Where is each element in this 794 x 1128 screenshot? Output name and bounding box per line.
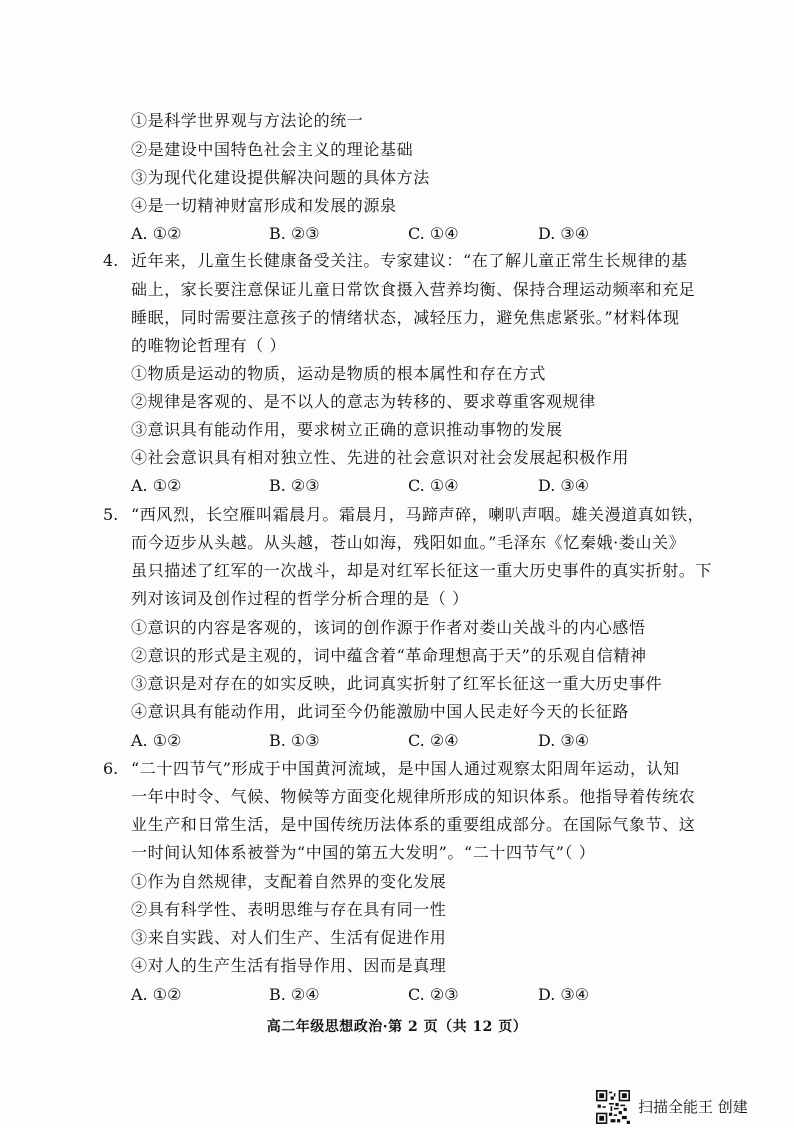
option-d: D. ③④ (538, 476, 590, 495)
q5-stem-line-3: 虽只描述了红军的一次战斗，却是对红军长征这一重大历史事件的真实折射。下 (131, 561, 713, 580)
page-footer: 高二年级思想政治·第 2 页（共 12 页） (266, 1019, 528, 1035)
q3-item-1: ①是科学世界观与方法论的统一 (131, 111, 364, 130)
q4-item-2: ②规律是客观的、是不以人的意志为转移的、要求尊重客观规律 (131, 392, 596, 411)
q5-stem-line-4: 列对该词及创作过程的哲学分析合理的是（ ） (131, 589, 469, 608)
option-c: C. ①④ (408, 476, 459, 495)
q3-item-4: ④是一切精神财富形成和发展的源泉 (131, 196, 397, 215)
option-c: C. ②④ (408, 731, 459, 750)
question-number: 5. (103, 505, 119, 524)
q3-item-2: ②是建设中国特色社会主义的理论基础 (131, 140, 414, 159)
qr-code-icon (596, 1090, 630, 1124)
q5-item-2: ②意识的形式是主观的，词中蕴含着“革命理想高于天”的乐观自信精神 (131, 646, 647, 665)
q5-item-4: ④意识具有能动作用，此词至今仍能激励中国人民走好今天的长征路 (131, 702, 630, 721)
option-b: B. ②④ (269, 985, 320, 1004)
option-c: C. ②③ (408, 985, 459, 1004)
q6-item-2: ②具有科学性、表明思维与存在具有同一性 (131, 900, 447, 919)
q4-item-3: ③意识具有能动作用，要求树立正确的意识推动事物的发展 (131, 420, 563, 439)
option-a: A. ①② (131, 476, 182, 495)
q4-stem-line-1: 近年来，儿童生长健康备受关注。专家建议：“在了解儿童正常生长规律的基 (131, 251, 688, 270)
option-b: B. ②③ (269, 224, 320, 243)
option-a: A. ①② (131, 224, 182, 243)
q3-item-3: ③为现代化建设提供解决问题的具体方法 (131, 168, 430, 187)
option-d: D. ③④ (538, 731, 590, 750)
q6-item-1: ①作为自然规律，支配着自然界的变化发展 (131, 872, 447, 891)
q5-stem-line-1: “西风烈，长空雁叫霜晨月。霜晨月，马蹄声碎，喇叭声咽。雄关漫道真如铁， (131, 505, 705, 524)
q4-stem-line-2: 础上，家长要注意保证儿童日常饮食摄入营养均衡、保持合理运动频率和充足 (131, 280, 696, 299)
scanner-label: 扫描全能王 创建 (638, 1098, 748, 1116)
option-d: D. ③④ (538, 224, 590, 243)
q4-item-1: ①物质是运动的物质，运动是物质的根本属性和存在方式 (131, 364, 547, 383)
option-b: B. ①③ (269, 731, 320, 750)
q6-stem-line-2: 一年中时令、气候、物候等方面变化规律所形成的知识体系。他指导着传统农 (131, 787, 696, 806)
option-c: C. ①④ (408, 224, 459, 243)
question-number: 4. (103, 251, 119, 270)
option-a: A. ①② (131, 731, 182, 750)
q6-stem-line-1: “二十四节气”形成于中国黄河流域，是中国人通过观察太阳周年运动，认知 (131, 759, 680, 778)
option-d: D. ③④ (538, 985, 590, 1004)
question-number: 6. (103, 759, 119, 778)
q6-item-4: ④对人的生产生活有指导作用、因而是真理 (131, 956, 447, 975)
q5-item-1: ①意识的内容是客观的，该词的创作源于作者对娄山关战斗的内心感悟 (131, 618, 646, 637)
q4-item-4: ④社会意识具有相对独立性、先进的社会意识对社会发展起积极作用 (131, 448, 630, 467)
q6-stem-line-4: 一时间认知体系被誉为“中国的第五大发明”。“二十四节气”（ ） (131, 843, 596, 862)
q6-item-3: ③来自实践、对人们生产、生活有促进作用 (131, 928, 447, 947)
option-b: B. ②③ (269, 476, 320, 495)
q4-stem-line-4: 的唯物论哲理有（ ） (131, 336, 287, 355)
q5-item-3: ③意识是对存在的如实反映，此词真实折射了红军长征这一重大历史事件 (131, 674, 663, 693)
q6-stem-line-3: 业生产和日常生活，是中国传统历法体系的重要组成部分。在国际气象节、这 (131, 815, 696, 834)
q5-stem-line-2: 而今迈步从头越。从头越，苍山如海，残阳如血。”毛泽东《忆秦娥·娄山关》 (131, 533, 686, 552)
option-a: A. ①② (131, 985, 182, 1004)
q4-stem-line-3: 睡眠，同时需要注意孩子的情绪状态，减轻压力，避免焦虑紧张。”材料体现 (131, 308, 680, 327)
